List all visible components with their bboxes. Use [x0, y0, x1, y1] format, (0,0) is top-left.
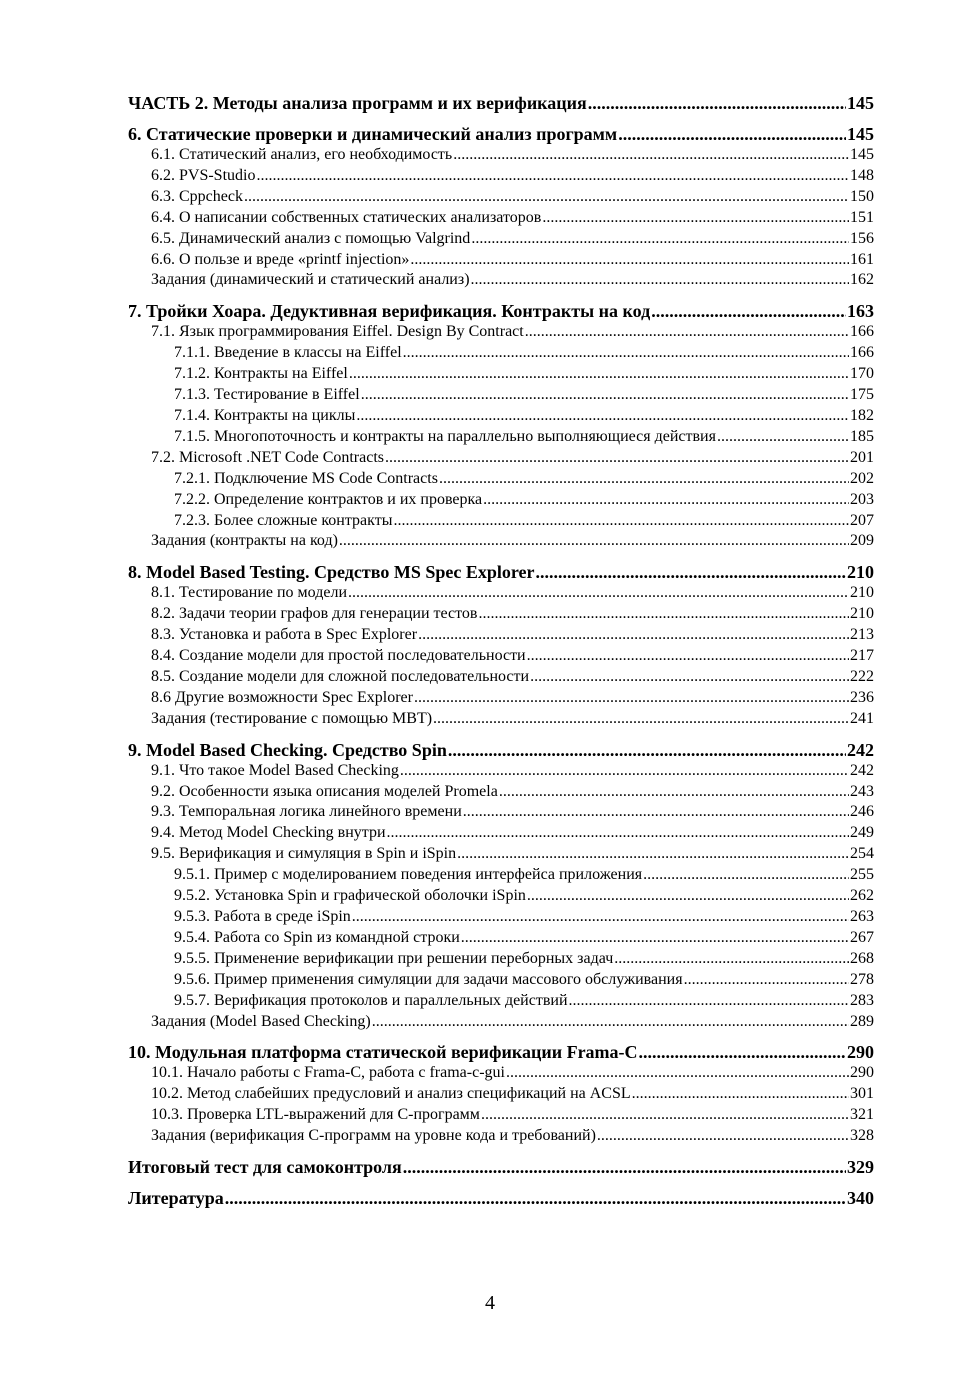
toc-section	[128, 709, 874, 730]
toc-subsection	[128, 406, 874, 427]
toc-title: Задания (тестирование с помощью MBT)	[151, 709, 433, 727]
toc-subsection	[128, 364, 874, 385]
toc-page-number: 243	[850, 782, 874, 800]
toc-chapter	[128, 123, 874, 145]
toc-title: 10.3. Проверка LTL-выражений для C-программ	[151, 1106, 480, 1124]
toc-page-number: 156	[850, 229, 874, 247]
toc-title: 8.5. Создание модели для сложной последовательности	[151, 667, 530, 685]
dot-leader	[385, 448, 849, 469]
toc-title: 9.5.6. Пример применения симуляции для задачи массового обслуживания	[174, 970, 683, 988]
dot-leader	[639, 1041, 846, 1063]
toc-title: 6.3. Cppcheck	[151, 187, 243, 205]
toc-section	[128, 1105, 874, 1126]
toc-title: 7.2.3. Более сложные контракты	[174, 511, 393, 529]
toc-page-number: 301	[850, 1085, 874, 1103]
toc-page-number: 321	[850, 1106, 874, 1124]
dot-leader	[400, 761, 849, 782]
dot-leader	[483, 490, 849, 511]
toc-page-number: 241	[850, 709, 874, 727]
toc-title: 7.1.2. Контракты на Eiffel	[174, 365, 348, 383]
dot-leader	[461, 928, 849, 949]
dot-leader	[448, 739, 846, 761]
dot-leader	[410, 250, 849, 271]
toc-subsection	[128, 385, 874, 406]
dot-leader	[717, 427, 849, 448]
dot-leader	[527, 646, 849, 667]
toc-page-number: 329	[847, 1157, 874, 1178]
toc-page-number: 268	[850, 949, 874, 967]
dot-leader	[527, 886, 849, 907]
toc-title: 10.2. Метод слабейших предусловий и анализ спецификаций на ACSL	[151, 1085, 631, 1103]
toc-subsection	[128, 427, 874, 448]
toc-title: 9.1. Что такое Model Based Checking	[151, 761, 399, 779]
page-number: 4	[485, 1292, 495, 1314]
toc-subsection	[128, 907, 874, 928]
toc-page-number: 263	[850, 908, 874, 925]
toc-section	[128, 448, 874, 469]
toc-title: Задания (динамический и статический анализ)	[151, 271, 470, 289]
toc-page-number: 340	[847, 1188, 874, 1209]
toc-subsection	[128, 970, 874, 991]
dot-leader	[349, 364, 849, 385]
toc-title: 7.2.2. Определение контрактов и их проверка	[174, 490, 483, 508]
toc-section	[128, 208, 874, 229]
toc-subsection	[128, 865, 874, 886]
toc-chapter	[128, 739, 874, 761]
toc-chapter	[128, 561, 874, 583]
toc-title: 8.6 Другие возможности Spec Explorer	[151, 688, 413, 706]
dot-leader	[225, 1187, 846, 1209]
toc-title: Задания (верификация C-программ на уровне кода и требований)	[151, 1127, 596, 1145]
toc-page-number: 175	[850, 386, 874, 404]
dot-leader	[348, 583, 849, 604]
dot-leader	[418, 625, 849, 646]
toc-page-number: 202	[850, 469, 874, 487]
table-of-contents	[128, 92, 874, 1209]
dot-leader	[506, 1063, 849, 1084]
toc-title: 7.1.1. Введение в классы на Eiffel	[174, 344, 402, 362]
toc-title: ЧАСТЬ 2. Методы анализа программ и их верификация	[128, 93, 587, 113]
toc-section	[128, 270, 874, 291]
dot-leader	[597, 1126, 849, 1147]
toc-title: 7.2.1. Подключение MS Code Contracts	[174, 469, 438, 487]
dot-leader	[256, 166, 849, 187]
dot-leader	[569, 991, 849, 1012]
toc-page-number: 150	[850, 187, 874, 205]
toc-section	[128, 1084, 874, 1105]
toc-subsection	[128, 343, 874, 364]
dot-leader	[453, 145, 849, 166]
toc-section	[128, 823, 874, 844]
toc-page-number: 213	[850, 626, 874, 644]
toc-chapter	[128, 1187, 874, 1209]
toc-page-number: 166	[850, 323, 874, 341]
toc-page-number: 210	[850, 605, 874, 623]
toc-title: 9.5.5. Применение верификации при решении переборных задач	[174, 949, 614, 967]
toc-title: 6.4. О написании собственных статических анализаторов	[151, 208, 542, 226]
toc-page-number: 278	[850, 970, 874, 988]
toc-title: 9.3. Темпоральная логика линейного времени	[151, 803, 462, 821]
toc-title: 9.5.4. Работа со Spin из командной строки	[174, 928, 460, 946]
dot-leader	[457, 844, 849, 865]
toc-page-number: 163	[847, 301, 874, 322]
toc-section	[128, 667, 874, 688]
toc-page-number: 210	[847, 562, 874, 583]
toc-title: 6. Статические проверки и динамический анализ программ	[128, 124, 618, 144]
toc-title: 8. Model Based Testing. Средство MS Spec Explorer	[128, 562, 535, 583]
toc-title: Задания (контракты на код)	[151, 532, 338, 550]
toc-title: 9.5. Верификация и симуляция в Spin и iSpin	[151, 845, 457, 863]
toc-title: Итоговый тест для самоконтроля	[128, 1157, 402, 1178]
toc-page-number: 209	[850, 532, 874, 550]
toc-page-number: 222	[850, 667, 874, 685]
toc-page-number: 170	[850, 365, 874, 383]
toc-section	[128, 322, 874, 343]
dot-leader	[643, 865, 849, 886]
dot-leader	[499, 782, 849, 803]
toc-title: 9.5.7. Верификация протоколов и параллельных действий	[174, 991, 568, 1009]
toc-title: Задания (Model Based Checking)	[151, 1012, 371, 1030]
toc-page-number: 290	[850, 1064, 874, 1082]
dot-leader	[463, 802, 849, 823]
toc-section	[128, 145, 874, 166]
toc-section	[128, 531, 874, 552]
toc-title: 8.4. Создание модели для простой последовательности	[151, 647, 526, 665]
toc-title: 7.2. Microsoft .NET Code Contracts	[151, 448, 385, 466]
dot-leader	[481, 1105, 849, 1126]
toc-subsection	[128, 928, 874, 949]
dot-leader	[684, 970, 849, 991]
toc-title: 8.2. Задачи теории графов для генерации тестов	[151, 605, 478, 623]
dot-leader	[478, 604, 849, 625]
toc-page-number: 290	[847, 1042, 874, 1063]
toc-title: Литература	[128, 1188, 224, 1209]
dot-leader	[244, 187, 849, 208]
toc-subsection	[128, 490, 874, 511]
toc-title: 6.6. О пользе и вреде «printf injection»	[151, 250, 410, 268]
toc-title: 9. Model Based Checking. Средство Spin	[128, 739, 447, 760]
toc-chapter	[128, 1156, 874, 1178]
toc-page-number: 267	[850, 928, 874, 946]
toc-page-number: 185	[850, 427, 874, 445]
toc-page-number: 328	[850, 1127, 874, 1145]
dot-leader	[542, 208, 849, 229]
toc-subsection	[128, 949, 874, 970]
toc-page-number: 182	[850, 406, 874, 424]
toc-page-number: 254	[850, 845, 874, 863]
toc-chapter	[128, 300, 874, 322]
toc-section	[128, 166, 874, 187]
dot-leader	[530, 667, 849, 688]
toc-title: 6.5. Динамический анализ с помощью Valgrind	[151, 229, 471, 247]
toc-page-number: 246	[850, 803, 874, 821]
dot-leader	[361, 385, 849, 406]
dot-leader	[614, 949, 849, 970]
toc-page-number: 207	[850, 511, 874, 529]
dot-leader	[356, 406, 849, 427]
toc-page-number: 242	[847, 739, 874, 760]
toc-title: 9.2. Особенности языка описания моделей Promela	[151, 782, 498, 800]
toc-title: 8.1. Тестирование по модели	[151, 584, 348, 602]
toc-page-number: 151	[850, 208, 874, 226]
dot-leader	[372, 1012, 849, 1033]
toc-section	[128, 761, 874, 782]
toc-subsection	[128, 511, 874, 532]
toc-title: 6.1. Статический анализ, его необходимость	[151, 146, 453, 163]
toc-title: 7. Тройки Хоара. Дедуктивная верификация. Контракты на код	[128, 301, 651, 322]
dot-leader	[651, 300, 846, 322]
dot-leader	[471, 270, 849, 291]
toc-section	[128, 1126, 874, 1147]
dot-leader	[433, 709, 849, 730]
toc-subsection	[128, 469, 874, 490]
toc-section	[128, 1012, 874, 1033]
toc-section	[128, 229, 874, 250]
dot-leader	[352, 907, 849, 928]
toc-page-number: 249	[850, 824, 874, 842]
toc-section	[128, 646, 874, 667]
dot-leader	[414, 688, 849, 709]
toc-title: 7.1.3. Тестирование в Eiffel	[174, 386, 360, 404]
dot-leader	[339, 531, 849, 552]
toc-page-number: 201	[850, 448, 874, 466]
toc-page-number: 145	[850, 146, 874, 163]
toc-title: 10. Модульная платформа статической верификации Frama-C	[128, 1042, 638, 1063]
toc-section	[128, 802, 874, 823]
toc-title: 8.3. Установка и работа в Spec Explorer	[151, 626, 418, 644]
toc-page-number: 210	[850, 584, 874, 602]
toc-page-number: 145	[847, 93, 874, 113]
dot-leader	[525, 322, 849, 343]
toc-subsection	[128, 991, 874, 1012]
toc-section	[128, 604, 874, 625]
toc-page-number: 289	[850, 1012, 874, 1030]
toc-section	[128, 625, 874, 646]
toc-title: 9.5.3. Работа в среде iSpin	[174, 908, 351, 925]
toc-chapter	[128, 92, 874, 114]
toc-page-number: 236	[850, 688, 874, 706]
toc-page-number: 255	[850, 866, 874, 884]
toc-page-number: 262	[850, 887, 874, 905]
toc-title: 6.2. PVS-Studio	[151, 166, 256, 184]
dot-leader	[632, 1084, 849, 1105]
toc-section	[128, 844, 874, 865]
toc-section	[128, 250, 874, 271]
toc-page-number: 203	[850, 490, 874, 508]
toc-section	[128, 782, 874, 803]
dot-leader	[403, 343, 849, 364]
toc-title: 10.1. Начало работы с Frama-C, работа с frama-c-gui	[151, 1064, 505, 1082]
toc-title: 7.1. Язык программирования Eiffel. Design By Contract	[151, 323, 524, 341]
toc-page-number: 145	[847, 124, 874, 144]
dot-leader	[618, 123, 846, 145]
toc-title: 9.5.1. Пример с моделированием поведения интерфейса приложения	[174, 866, 643, 884]
toc-chapter	[128, 1041, 874, 1063]
dot-leader	[387, 823, 849, 844]
toc-section	[128, 688, 874, 709]
toc-subsection	[128, 886, 874, 907]
toc-section	[128, 1063, 874, 1084]
toc-page-number: 161	[850, 250, 874, 268]
dot-leader	[588, 92, 846, 114]
dot-leader	[536, 561, 847, 583]
toc-page-number: 148	[850, 166, 874, 184]
toc-page-number: 217	[850, 647, 874, 665]
toc-section	[128, 187, 874, 208]
toc-title: 9.4. Метод Model Checking внутри	[151, 824, 386, 842]
toc-section	[128, 583, 874, 604]
dot-leader	[393, 511, 849, 532]
toc-page-number: 162	[850, 271, 874, 289]
toc-title: 9.5.2. Установка Spin и графической оболочки iSpin	[174, 887, 526, 905]
toc-title: 7.1.5. Многопоточность и контракты на параллельно выполняющиеся действия	[174, 427, 716, 445]
dot-leader	[471, 229, 849, 250]
toc-title: 7.1.4. Контракты на циклы	[174, 406, 356, 424]
toc-page-number: 166	[850, 344, 874, 362]
toc-page-number: 242	[850, 761, 874, 779]
toc-page-number: 283	[850, 991, 874, 1009]
dot-leader	[439, 469, 849, 490]
dot-leader	[403, 1156, 846, 1178]
